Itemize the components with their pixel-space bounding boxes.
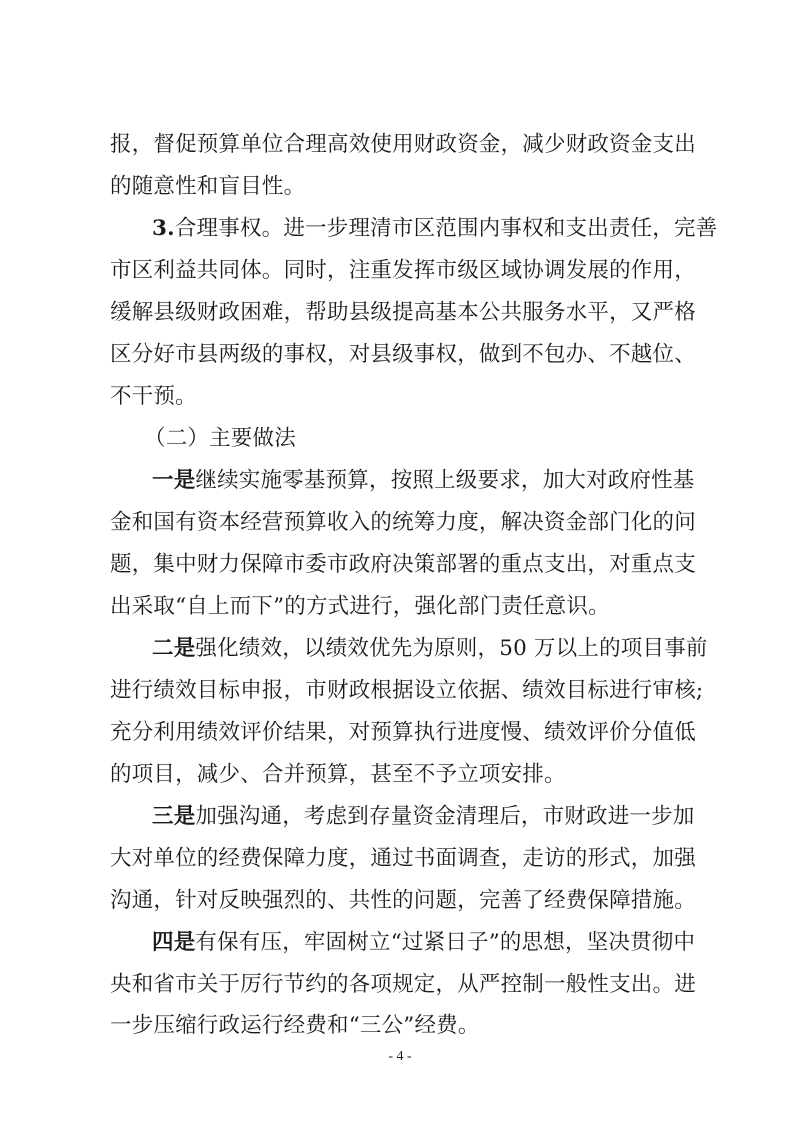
measure-3-label: 三是: [152, 804, 196, 829]
paragraph-3-number: 3.: [152, 216, 175, 241]
measure-1-first-line: [110, 468, 695, 493]
body-text-line: 一步压缩行政运行经费和“三公”经费。: [110, 1013, 480, 1038]
body-text-line: 的项目，减少、合并预算，甚至不予立项安排。: [110, 762, 566, 787]
section-heading: （二）主要做法: [144, 426, 296, 451]
measure-4-text: 有保有压，牢固树立“过紧日子”的思想，坚决贯彻中: [195, 930, 696, 955]
measure-2-label: 二是: [152, 636, 196, 661]
body-text-line: 报，督促预算单位合理高效使用财政资金，减少财政资金支出: [110, 132, 696, 157]
body-text-line: 市区利益共同体。同时，注重发挥市级区域协调发展的作用，: [110, 258, 696, 283]
body-text-line: 沟通，针对反映强烈的、共性的问题，完善了经费保障措施。: [110, 888, 696, 913]
page-number: - 4 -: [388, 1049, 412, 1064]
measure-3-first-line: [110, 804, 695, 829]
measure-2-text: 强化绩效，以绩效优先为原则，50 万以上的项目事前: [195, 636, 708, 661]
body-text-line: 金和国有资本经营预算收入的统筹力度，解决资金部门化的问: [110, 510, 696, 535]
paragraph-3-first-line: [110, 216, 718, 241]
measure-4-first-line: [110, 930, 696, 955]
body-text-line: 的随意性和盲目性。: [110, 174, 306, 199]
measure-1-label: 一是: [152, 468, 196, 493]
measure-2-first-line: [110, 636, 708, 661]
measure-1-text: 继续实施零基预算，按照上级要求，加大对政府性基: [195, 468, 695, 493]
body-text-line: 不干预。: [110, 384, 197, 409]
measure-3-text: 加强沟通，考虑到存量资金清理后，市财政进一步加: [195, 804, 695, 829]
body-text-line: 央和省市关于厉行节约的各项规定，从严控制一般性支出。进: [110, 972, 696, 997]
paragraph-3-text: 。进一步理清市区范围内事权和支出责任，完善: [261, 216, 718, 241]
body-text-line: 大对单位的经费保障力度，通过书面调查，走访的形式，加强: [110, 846, 696, 871]
body-text-line: 区分好市县两级的事权，对县级事权，做到不包办、不越位、: [110, 342, 696, 367]
body-text-line: 出采取“自上而下”的方式进行，强化部门责任意识。: [110, 594, 610, 619]
body-text-line: 缓解县级财政困难，帮助县级提高基本公共服务水平，又严格: [110, 300, 696, 325]
measure-4-label: 四是: [152, 930, 196, 955]
paragraph-3-title: 合理事权: [174, 216, 262, 241]
body-text-line: 题，集中财力保障市委市政府决策部署的重点支出，对重点支: [110, 552, 696, 577]
body-text-line: 进行绩效目标申报，市财政根据设立依据、绩效目标进行审核;: [110, 678, 704, 703]
body-text-line: 充分利用绩效评价结果，对预算执行进度慢、绩效评价分值低: [110, 720, 696, 745]
